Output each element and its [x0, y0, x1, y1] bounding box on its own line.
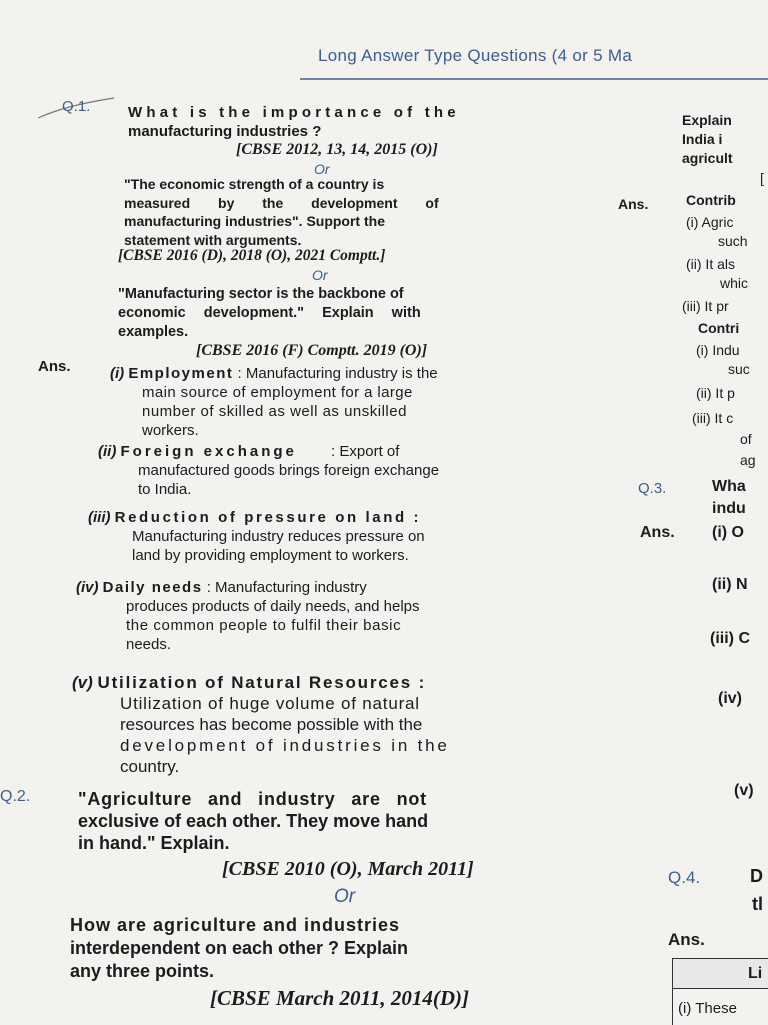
answer-point-1 [110, 364, 438, 440]
point-text: : Export of [331, 443, 400, 460]
question-2-number: Q.2. [0, 788, 31, 805]
point-title: Employment [128, 365, 234, 382]
answer-label: Ans. [38, 358, 71, 375]
point-number: (v) [72, 673, 93, 692]
answer-point-2 [98, 442, 439, 499]
right-column-line: Ans. [640, 524, 675, 541]
right-column-line: (iii) It c [692, 410, 734, 426]
question-1-alt-1 [124, 175, 439, 249]
question-2-line: "Agriculture and industry are not [78, 789, 427, 809]
question-1-alt-2-line: examples. [118, 324, 189, 340]
right-column-line: suc [728, 361, 750, 377]
right-column-line: Contrib [686, 192, 736, 208]
answer-point-4 [76, 578, 420, 654]
point-text: needs. [126, 636, 172, 653]
right-column-line: (ii) It p [696, 385, 735, 401]
question-1-alt-1-line: manufacturing industries". Support the [124, 213, 385, 229]
question-2-citation: [CBSE March 2011, 2014(D)] [210, 986, 470, 1010]
right-column-line: (i) Agric [686, 214, 734, 230]
table-header-cell: Li [748, 965, 763, 982]
point-number: (i) [110, 365, 125, 382]
question-2-line: in hand." Explain. [78, 833, 230, 853]
point-text: Utilization of huge volume of natural [120, 694, 420, 713]
right-column-line: (ii) N [712, 576, 748, 593]
question-1-alt-2-line: "Manufacturing sector is the backbone of [118, 286, 404, 302]
right-column-line: ag [740, 452, 756, 468]
right-column-line: Ans. [618, 196, 649, 212]
or-separator: Or [312, 267, 328, 283]
question-2-line: exclusive of each other. They move hand [78, 811, 429, 831]
header-rule [300, 78, 768, 80]
point-title: Foreign exchange [120, 443, 297, 460]
question-1-alt-1-line: measured by the development of [124, 194, 439, 211]
point-text: number of skilled as well as unskilled [142, 403, 407, 420]
point-text: workers. [142, 422, 199, 439]
point-text: the common people to fulfil their basic [126, 617, 402, 634]
question-1-alt-1-line: statement with arguments. [124, 231, 302, 248]
point-text: country. [120, 757, 180, 776]
point-text: manufactured goods brings foreign exchange [138, 462, 440, 479]
right-column-line: (i) O [712, 524, 744, 541]
question-2-citation: [CBSE 2010 (O), March 2011] [222, 858, 474, 880]
right-column-line: (ii) It als [686, 256, 735, 272]
section-header: Long Answer Type Questions (4 or 5 Ma [318, 46, 633, 65]
question-1-citation: [CBSE 2016 (D), 2018 (O), 2021 Comptt.] [118, 247, 386, 264]
point-title: Utilization of Natural Resources : [97, 673, 427, 692]
answer-point-3 [88, 508, 425, 565]
question-1-alt-2-line: economic development." Explain with [118, 305, 421, 321]
right-column-line: Wha [712, 478, 746, 495]
point-text: : Manufacturing industry [206, 579, 367, 596]
right-column-line: India i [682, 131, 723, 147]
right-column-line: (iii) It pr [682, 298, 729, 314]
right-column-line: (i) Indu [696, 342, 740, 358]
question-4-number: Q.4. [668, 868, 701, 887]
point-text: to India. [138, 481, 192, 498]
right-column-line: Contri [698, 320, 740, 336]
question-1-citation: [CBSE 2012, 13, 14, 2015 (O)] [236, 141, 438, 158]
question-2-alt [70, 914, 408, 983]
question-1-line: manufacturing industries ? [128, 123, 322, 140]
question-3-number: Q.3. [638, 480, 667, 497]
or-separator: Or [314, 161, 330, 177]
question-2-alt-line: interdependent on each other ? Explain [70, 938, 409, 958]
question-1-number: Q.1. [62, 98, 91, 115]
answer-point-5 [72, 672, 450, 777]
question-2-alt-line: How are agriculture and industries [70, 915, 401, 935]
question-2-text [78, 788, 428, 854]
point-number: (iv) [76, 579, 99, 596]
table-cell: (i) These [678, 1000, 737, 1017]
right-column-line: tl [752, 894, 763, 914]
question-1-alt-1-line: "The economic strength of a country is [124, 176, 385, 192]
right-column-line: whic [720, 275, 749, 291]
right-column-line: Ans. [668, 930, 705, 949]
point-text: : Manufacturing industry is the [237, 365, 438, 382]
right-column-line: such [718, 233, 748, 249]
right-column-line: Explain [682, 112, 732, 128]
right-column-line: (iii) C [710, 630, 750, 647]
point-text: development of industries in the [120, 736, 450, 755]
point-text: Manufacturing industry reduces pressure on [132, 528, 425, 545]
right-column-line: D [750, 866, 763, 886]
right-column-line: [ [760, 170, 764, 186]
right-column-line: of [740, 431, 752, 447]
or-separator: Or [334, 886, 356, 907]
point-title: Reduction of pressure on land : [114, 509, 422, 526]
question-1-line: What is the importance of the [128, 104, 460, 121]
question-1-citation: [CBSE 2016 (F) Comptt. 2019 (O)] [196, 342, 428, 359]
question-1-alt-2 [118, 285, 421, 342]
point-text: land by providing employment to workers. [132, 547, 409, 564]
point-number: (ii) [98, 443, 117, 460]
right-column-line: indu [712, 500, 746, 517]
point-number: (iii) [88, 509, 111, 526]
point-title: Daily needs [102, 579, 203, 596]
question-2-alt-line: any three points. [70, 961, 215, 981]
point-text: resources has become possible with the [120, 715, 423, 734]
right-column-line: agricult [682, 150, 733, 166]
question-1-text [128, 103, 460, 141]
point-text: main source of employment for a large [142, 384, 413, 401]
right-column-line: (iv) [718, 690, 742, 707]
point-text: produces products of daily needs, and helps [126, 598, 420, 615]
right-column-line: (v) [734, 782, 754, 799]
